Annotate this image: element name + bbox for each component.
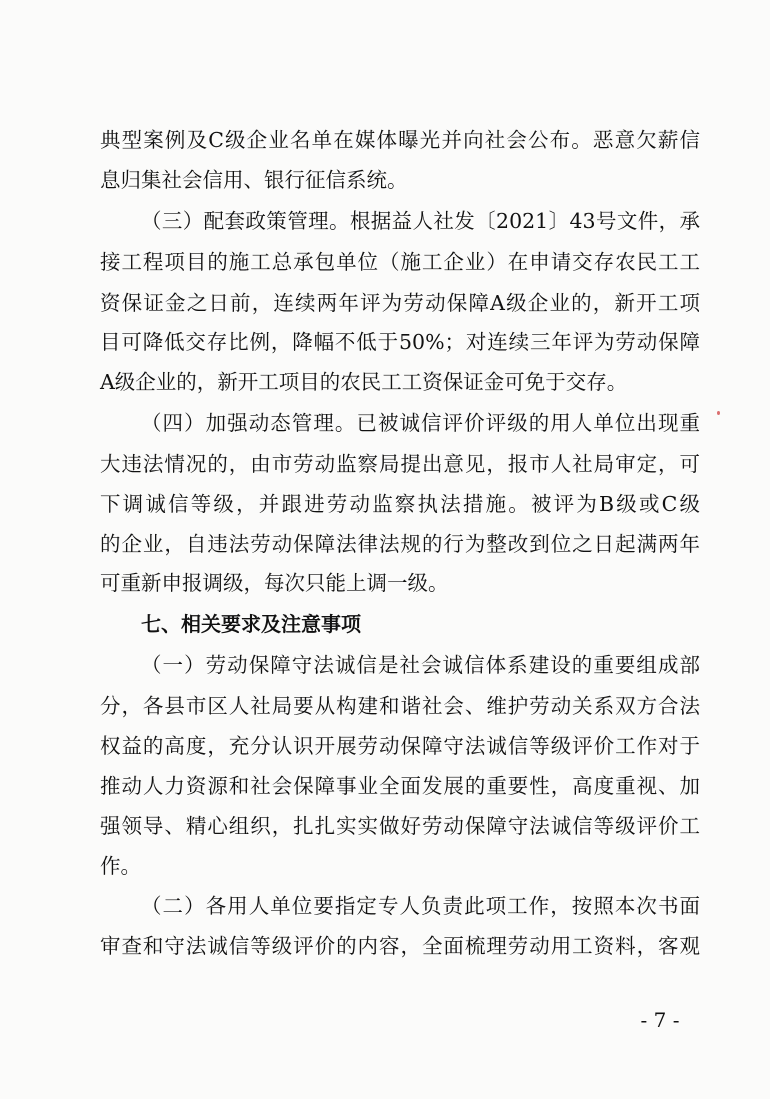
paragraph-line: 可重新申报调级，每次只能上调一级。 [100,571,449,595]
paragraph-line: 推动人力资源和社会保障事业全面发展的重要性，高度重视、加 [100,774,700,798]
paragraph-line: 目可降低交存比例，降幅不低于50%；对连续三年评为劳动保障 [100,330,700,354]
section-heading: 七、相关要求及注意事项 [141,612,361,636]
paragraph-line: 息归集社会信用、银行征信系统。 [100,168,408,192]
paragraph-line: 资保证金之日前，连续两年评为劳动保障A级企业的，新开工项 [100,291,700,315]
paragraph-line: （一）劳动保障守法诚信是社会诚信体系建设的重要组成部 [141,653,700,677]
paragraph-line: （四）加强动态管理。已被诚信评价评级的用人单位出现重 [141,411,700,435]
paragraph-line: （三）配套政策管理。根据益人社发〔2021〕43号文件，承 [141,209,700,233]
scan-speck [717,411,720,415]
paragraph-line: 的企业，自违法劳动保障法律法规的行为整改到位之日起满两年 [100,532,700,556]
paragraph-line: 分，各县市区人社局要从构建和谐社会、维护劳动关系双方合法 [100,694,700,718]
paragraph-line: 权益的高度，充分认识开展劳动保障守法诚信等级评价工作对于 [100,734,700,758]
page-number: - 7 - [640,1008,680,1032]
paragraph-line: A级企业的，新开工项目的农民工工资保证金可免于交存。 [100,370,628,394]
paragraph-line: 强领导、精心组织，扎扎实实做好劳动保障守法诚信等级评价工 [100,814,700,838]
paragraph-line: 典型案例及C级企业名单在媒体曝光并向社会公布。恶意欠薪信 [100,128,700,152]
paragraph-line: 大违法情况的，由市劳动监察局提出意见，报市人社局审定，可 [100,452,700,476]
paragraph-line: 审查和守法诚信等级评价的内容，全面梳理劳动用工资料，客观 [100,934,700,958]
paragraph-line: 作。 [100,854,141,878]
paragraph-line: （二）各用人单位要指定专人负责此项工作，按照本次书面 [141,894,700,918]
paragraph-line: 下调诚信等级，并跟进劳动监察执法措施。被评为B级或C级 [100,492,700,516]
paragraph-line: 接工程项目的施工总承包单位（施工企业）在申请交存农民工工 [100,250,700,274]
